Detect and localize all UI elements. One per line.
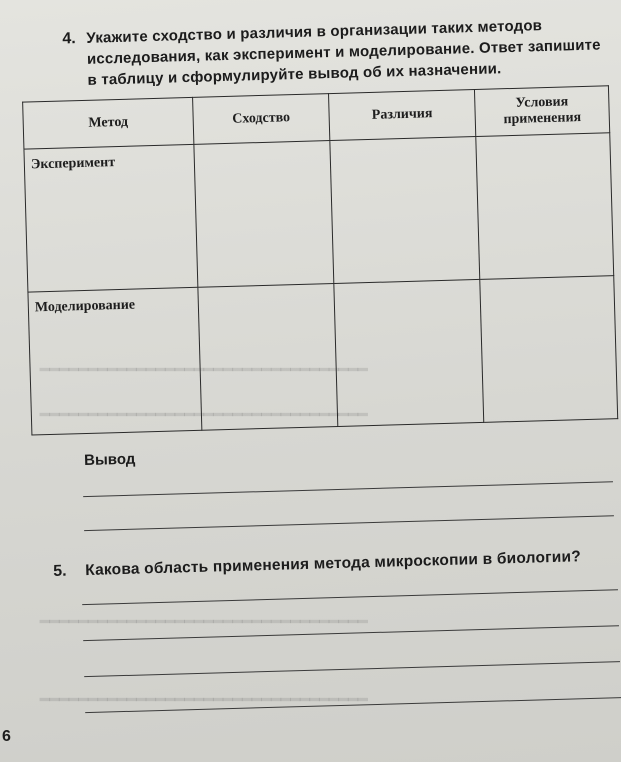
bleed-through-text: ━━━━━━━━━━━━━━━━━━━━━━━━━━━━━━━━━━ (40, 614, 368, 631)
task-5-number: 5. (53, 562, 67, 580)
header-method: Метод (23, 97, 194, 149)
bleed-through-text: ━━━━━━━━━━━━━━━━━━━━━━━━━━━━━━━━━━ (40, 692, 368, 709)
task-5-text: Какова область применения метода микроскопии в биологии? (84, 548, 582, 580)
task-5-answer-line[interactable] (85, 697, 621, 713)
row-label-experiment: Эксперимент (30, 155, 116, 173)
page-number: 6 (2, 728, 11, 745)
table-row (24, 133, 614, 292)
conclusion-answer-line[interactable] (83, 481, 613, 497)
method-cell (24, 144, 198, 292)
row-label-modeling: Моделирование (34, 297, 136, 316)
answer-cell-conditions-experiment[interactable] (476, 133, 614, 280)
comparison-table (22, 85, 618, 435)
task-5-answer-line[interactable] (83, 625, 619, 641)
task-5-answer-line[interactable] (82, 589, 618, 605)
answer-cell-similarity-modeling[interactable] (198, 284, 338, 431)
answer-cell-differences-modeling[interactable] (334, 279, 484, 426)
header-similarity: Сходство (193, 94, 330, 145)
conclusion-label: Вывод (83, 450, 136, 470)
task-5-answer-line[interactable] (84, 661, 620, 677)
bleed-through-text: ━━━━━━━━━━━━━━━━━━━━━━━━━━━━━━━━━━ (40, 407, 368, 424)
answer-cell-differences-experiment[interactable] (330, 136, 480, 283)
bleed-through-text: ━━━━━━━━━━━━━━━━━━━━━━━━━━━━━━━━━━ (40, 362, 368, 379)
table-row (28, 276, 618, 435)
task-4-number: 4. (62, 30, 76, 48)
conclusion-answer-line[interactable] (84, 515, 614, 531)
method-cell (28, 287, 202, 435)
answer-cell-similarity-experiment[interactable] (194, 141, 334, 288)
answer-cell-conditions-modeling[interactable] (480, 276, 618, 423)
header-differences: Различия (329, 90, 476, 141)
task-4-text: Укажите сходство и различия в организации таких методов исследования, как эксперимент и моделирование. Ответ запишите в таблицу и сформулируйте вывод об их назначении. (86, 17, 601, 89)
header-conditions: Условия применения (474, 86, 609, 137)
